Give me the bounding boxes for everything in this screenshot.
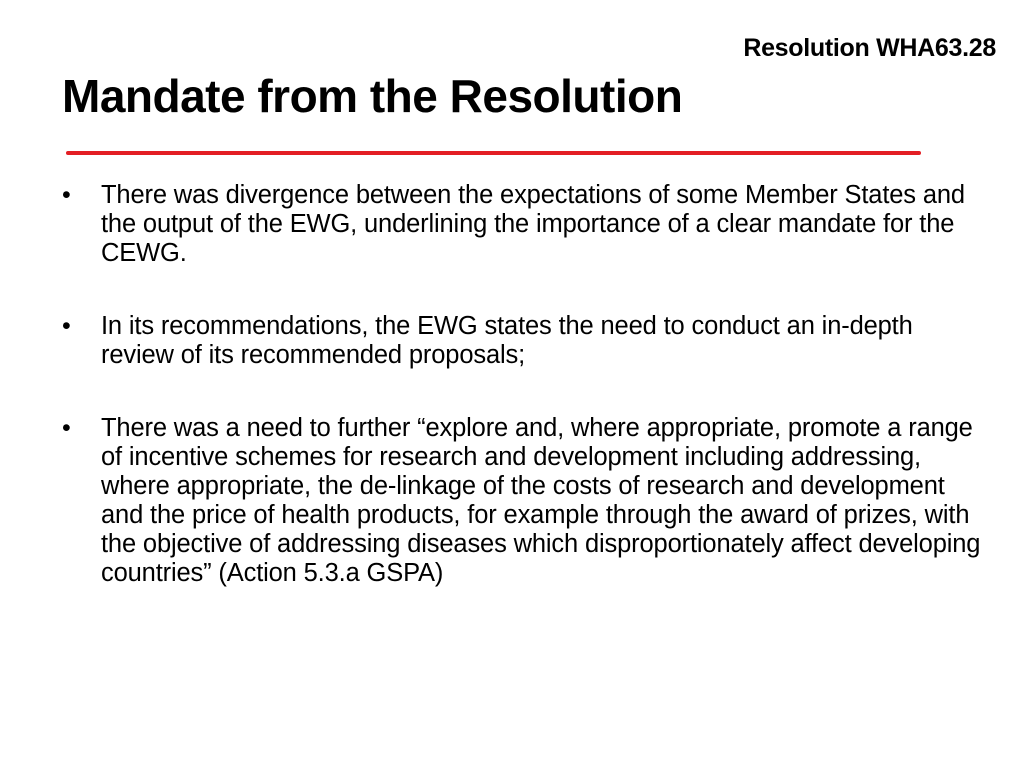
bullet-text: There was divergence between the expectations of some Member States and the output of the EWG, underlining the importance of a clear mandate for the CEWG. (101, 181, 965, 267)
bullet-list (62, 181, 982, 588)
bullet-text: There was a need to further “explore and, where appropriate, promote a range of incentive schemes for research and development including addressing, where appropriate, the de-linkage of the costs of research and development and the price of health products, for example through the award of prizes, with the objective of addressing diseases which disproportionately affect developing countries” (Action 5.3.a GSPA) (101, 414, 981, 587)
bullet-icon: • (62, 414, 71, 442)
bullet-icon: • (62, 181, 71, 209)
resolution-reference: Resolution WHA63.28 (743, 34, 996, 62)
bullet-item-recommendations (62, 312, 982, 370)
bullet-icon: • (62, 312, 71, 340)
bullet-item-divergence (62, 181, 982, 268)
title-underline (66, 151, 921, 155)
bullet-text: In its recommendations, the EWG states the need to conduct an in-depth review of its recommended proposals; (101, 312, 913, 369)
bullet-item-incentive-schemes (62, 414, 982, 588)
slide-title: Mandate from the Resolution (62, 70, 683, 122)
